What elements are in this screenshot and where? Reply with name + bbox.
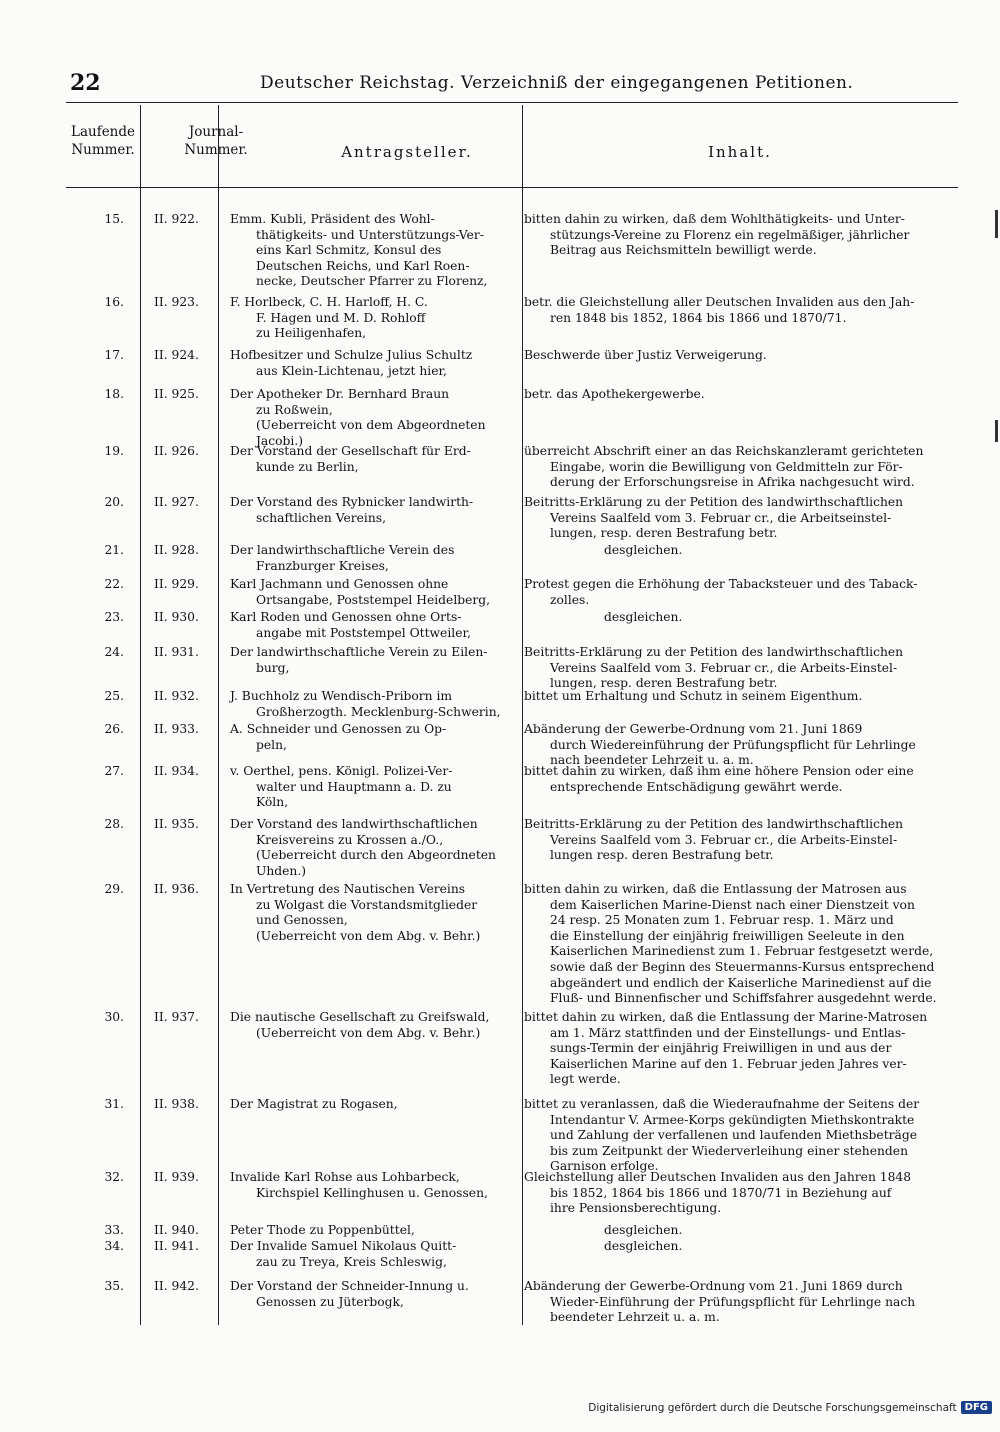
row-journal-number: II. 938. bbox=[154, 1097, 199, 1111]
inhalt-line: Garnison erfolge. bbox=[550, 1159, 659, 1174]
column-divider bbox=[522, 105, 523, 1325]
inhalt-line: desgleichen. bbox=[604, 1223, 683, 1237]
antragsteller-line: (Ueberreicht von dem Abg. v. Behr.) bbox=[256, 928, 481, 943]
antragsteller-line: Invalide Karl Rohse aus Lohbarbeck, bbox=[230, 1170, 460, 1184]
antragsteller-line: Uhden.) bbox=[256, 863, 307, 878]
inhalt-line: Abänderung der Gewerbe-Ordnung vom 21. Juni 1869 bbox=[524, 722, 863, 736]
scan-edge-mark bbox=[995, 420, 998, 442]
inhalt-line: durch Wiedereinführung der Prüfungspflicht für Lehrlinge bbox=[550, 737, 916, 752]
row-lfd-number: 18. bbox=[104, 387, 124, 401]
inhalt-line: bittet um Erhaltung und Schutz in seinem Eigenthum. bbox=[524, 689, 863, 703]
page-footer bbox=[588, 1401, 992, 1414]
column-header-lfd-line2: Nummer. bbox=[71, 142, 135, 158]
inhalt-line: bittet zu veranlassen, daß die Wiederaufnahme der Seitens der bbox=[524, 1097, 920, 1111]
antragsteller-line: Großherzogth. Mecklenburg-Schwerin, bbox=[256, 704, 501, 719]
inhalt-line: bitten dahin zu wirken, daß dem Wohlthätigkeits- und Unter- bbox=[524, 212, 905, 226]
footer-text: Digitalisierung gefördert durch die Deutsche Forschungsgemeinschaft bbox=[588, 1401, 957, 1414]
row-journal-number: II. 933. bbox=[154, 722, 199, 736]
row-antragsteller bbox=[230, 1170, 514, 1201]
inhalt-line: bis zum Zeitpunkt der Wiederverleihung einer stehenden bbox=[550, 1143, 908, 1158]
inhalt-line: am 1. März stattfinden und der Einstellungs- und Entlas- bbox=[550, 1025, 906, 1040]
antragsteller-line: Karl Jachmann und Genossen ohne bbox=[230, 577, 449, 591]
row-lfd-number: 32. bbox=[104, 1170, 124, 1184]
row-inhalt bbox=[524, 1010, 954, 1088]
antragsteller-line: In Vertretung des Nautischen Vereins bbox=[230, 882, 466, 896]
row-journal-number: II. 926. bbox=[154, 444, 199, 458]
antragsteller-line: (Ueberreicht von dem Abgeordneten bbox=[256, 418, 486, 433]
inhalt-line: Beitritts-Erklärung zu der Petition des landwirthschaftlichen bbox=[524, 495, 904, 509]
row-antragsteller bbox=[230, 348, 514, 379]
antragsteller-line: A. Schneider und Genossen zu Op- bbox=[230, 722, 447, 736]
antragsteller-line: Der Vorstand des Rybnicker landwirth- bbox=[230, 495, 474, 509]
row-journal-number: II. 931. bbox=[154, 645, 199, 659]
row-journal-number: II. 942. bbox=[154, 1279, 199, 1293]
row-antragsteller bbox=[230, 387, 514, 449]
inhalt-line: nach beendeter Lehrzeit u. a. m. bbox=[550, 753, 754, 768]
inhalt-line: Beitritts-Erklärung zu der Petition des landwirthschaftlichen bbox=[524, 817, 904, 831]
row-lfd-number: 23. bbox=[104, 610, 124, 624]
row-journal-number: II. 941. bbox=[154, 1239, 199, 1253]
inhalt-line: Wieder-Einführung der Prüfungspflicht für Lehrlinge nach bbox=[550, 1294, 916, 1309]
row-inhalt bbox=[524, 577, 954, 608]
antragsteller-line: Der Invalide Samuel Nikolaus Quitt- bbox=[230, 1239, 457, 1253]
row-antragsteller bbox=[230, 1097, 514, 1113]
row-journal-number: II. 923. bbox=[154, 295, 199, 309]
row-inhalt bbox=[524, 610, 954, 626]
inhalt-line: legt werde. bbox=[550, 1072, 621, 1087]
row-journal-number: II. 924. bbox=[154, 348, 199, 362]
row-journal-number: II. 935. bbox=[154, 817, 199, 831]
row-inhalt bbox=[524, 1223, 954, 1239]
row-inhalt bbox=[524, 645, 954, 692]
antragsteller-line: Ortsangabe, Poststempel Heidelberg, bbox=[256, 592, 491, 607]
row-antragsteller bbox=[230, 1010, 514, 1041]
row-journal-number: II. 925. bbox=[154, 387, 199, 401]
row-lfd-number: 17. bbox=[104, 348, 124, 362]
antragsteller-line: Der Vorstand der Schneider-Innung u. bbox=[230, 1279, 469, 1293]
antragsteller-line: Die nautische Gesellschaft zu Greifswald, bbox=[230, 1010, 490, 1024]
header-rule bbox=[66, 102, 958, 103]
inhalt-line: desgleichen. bbox=[604, 610, 683, 624]
antragsteller-line: Franzburger Kreises, bbox=[256, 558, 389, 573]
row-lfd-number: 16. bbox=[104, 295, 124, 309]
row-antragsteller bbox=[230, 543, 514, 574]
row-lfd-number: 34. bbox=[104, 1239, 124, 1253]
row-antragsteller bbox=[230, 212, 514, 290]
antragsteller-line: thätigkeits- und Unterstützungs-Ver- bbox=[256, 227, 484, 242]
row-inhalt bbox=[524, 444, 954, 491]
antragsteller-line: aus Klein-Lichtenau, jetzt hier, bbox=[256, 363, 447, 378]
row-inhalt bbox=[524, 1170, 954, 1217]
column-divider bbox=[140, 105, 141, 1325]
column-header-journal bbox=[140, 105, 292, 188]
row-antragsteller bbox=[230, 1239, 514, 1270]
row-inhalt bbox=[524, 1097, 954, 1175]
antragsteller-line: Kirchspiel Kellinghusen u. Genossen, bbox=[256, 1185, 488, 1200]
inhalt-line: Fluß- und Binnenfischer und Schiffsfahrer ausgedehnt werde. bbox=[550, 991, 937, 1006]
antragsteller-line: walter und Hauptmann a. D. zu bbox=[256, 779, 452, 794]
inhalt-line: zolles. bbox=[550, 592, 590, 607]
row-lfd-number: 15. bbox=[104, 212, 124, 226]
row-antragsteller bbox=[230, 577, 514, 608]
row-journal-number: II. 932. bbox=[154, 689, 199, 703]
row-lfd-number: 29. bbox=[104, 882, 124, 896]
antragsteller-line: Genossen zu Jüterbogk, bbox=[256, 1294, 404, 1309]
antragsteller-line: zu Heiligenhafen, bbox=[256, 326, 367, 341]
inhalt-line: Kaiserlichen Marinedienst zum 1. Februar festgesetzt werde, bbox=[550, 944, 934, 959]
antragsteller-line: Emm. Kubli, Präsident des Wohl- bbox=[230, 212, 435, 226]
inhalt-line: Gleichstellung aller Deutschen Invaliden aus den Jahren 1848 bbox=[524, 1170, 912, 1184]
row-journal-number: II. 922. bbox=[154, 212, 199, 226]
inhalt-line: ren 1848 bis 1852, 1864 bis 1866 und 1870/71. bbox=[550, 310, 847, 325]
row-inhalt bbox=[524, 689, 954, 705]
antragsteller-line: Der Vorstand der Gesellschaft für Erd- bbox=[230, 444, 471, 458]
antragsteller-line: eins Karl Schmitz, Konsul des bbox=[256, 243, 442, 258]
inhalt-line: desgleichen. bbox=[604, 1239, 683, 1253]
row-antragsteller bbox=[230, 1223, 514, 1239]
row-inhalt bbox=[524, 1239, 954, 1255]
antragsteller-line: Köln, bbox=[256, 795, 289, 810]
inhalt-line: Vereins Saalfeld vom 3. Februar cr., die Arbeits-Einstel- bbox=[550, 832, 898, 847]
row-lfd-number: 35. bbox=[104, 1279, 124, 1293]
antragsteller-line: (Ueberreicht durch den Abgeordneten bbox=[256, 848, 496, 863]
inhalt-line: stützungs-Vereine zu Florenz ein regelmäßiger, jährlicher bbox=[550, 227, 910, 242]
inhalt-line: abgeändert und endlich der Kaiserliche Marinedienst auf die bbox=[550, 975, 932, 990]
antragsteller-line: Karl Roden und Genossen ohne Orts- bbox=[230, 610, 462, 624]
row-antragsteller bbox=[230, 689, 514, 720]
column-header-lfd bbox=[66, 105, 140, 188]
inhalt-line: lungen, resp. deren Bestrafung betr. bbox=[550, 526, 778, 541]
row-lfd-number: 19. bbox=[104, 444, 124, 458]
row-lfd-number: 24. bbox=[104, 645, 124, 659]
inhalt-line: beendeter Lehrzeit u. a. m. bbox=[550, 1310, 720, 1325]
column-header-antragsteller-text: Antragsteller. bbox=[341, 143, 473, 161]
column-header-lfd-line1: Laufende bbox=[70, 124, 136, 140]
antragsteller-line: F. Horlbeck, C. H. Harloff, H. C. bbox=[230, 295, 428, 309]
antragsteller-line: kunde zu Berlin, bbox=[256, 459, 359, 474]
column-divider bbox=[218, 105, 219, 1325]
antragsteller-line: schaftlichen Vereins, bbox=[256, 510, 386, 525]
row-lfd-number: 25. bbox=[104, 689, 124, 703]
inhalt-line: Kaiserlichen Marine auf den 1. Februar jeden Jahres ver- bbox=[550, 1056, 907, 1071]
page-header bbox=[70, 70, 955, 102]
column-header-antragsteller bbox=[292, 105, 522, 188]
inhalt-line: und Zahlung der verfallenen und laufenden Miethsbeträge bbox=[550, 1128, 918, 1143]
dfg-logo: DFG bbox=[961, 1401, 992, 1414]
inhalt-line: bitten dahin zu wirken, daß die Entlassung der Matrosen aus bbox=[524, 882, 907, 896]
row-antragsteller bbox=[230, 882, 514, 944]
row-journal-number: II. 927. bbox=[154, 495, 199, 509]
inhalt-line: Beitritts-Erklärung zu der Petition des landwirthschaftlichen bbox=[524, 645, 904, 659]
row-inhalt bbox=[524, 1279, 954, 1326]
row-inhalt bbox=[524, 295, 954, 326]
antragsteller-line: zu Wolgast die Vorstandsmitglieder bbox=[256, 897, 478, 912]
row-journal-number: II. 928. bbox=[154, 543, 199, 557]
row-antragsteller bbox=[230, 495, 514, 526]
row-inhalt bbox=[524, 817, 954, 864]
antragsteller-line: zu Roßwein, bbox=[256, 402, 333, 417]
antragsteller-line: Deutschen Reichs, und Karl Roen- bbox=[256, 258, 470, 273]
row-antragsteller bbox=[230, 610, 514, 641]
inhalt-line: desgleichen. bbox=[604, 543, 683, 557]
column-header-journal-line2: Nummer. bbox=[184, 142, 248, 158]
row-lfd-number: 33. bbox=[104, 1223, 124, 1237]
antragsteller-line: Der Apotheker Dr. Bernhard Braun bbox=[230, 387, 450, 401]
antragsteller-line: v. Oerthel, pens. Königl. Polizei-Ver- bbox=[230, 764, 453, 778]
row-lfd-number: 27. bbox=[104, 764, 124, 778]
row-inhalt bbox=[524, 722, 954, 769]
inhalt-line: Abänderung der Gewerbe-Ordnung vom 21. Juni 1869 durch bbox=[524, 1279, 903, 1293]
row-lfd-number: 28. bbox=[104, 817, 124, 831]
row-antragsteller bbox=[230, 722, 514, 753]
antragsteller-line: Peter Thode zu Poppenbüttel, bbox=[230, 1223, 415, 1237]
inhalt-line: ihre Pensionsberechtigung. bbox=[550, 1201, 722, 1216]
inhalt-line: sowie daß der Beginn des Steuermanns-Kursus entsprechend bbox=[550, 959, 935, 974]
antragsteller-line: J. Buchholz zu Wendisch-Priborn im bbox=[230, 689, 453, 703]
row-journal-number: II. 929. bbox=[154, 577, 199, 591]
running-title: Deutscher Reichstag. Verzeichniß der eingegangenen Petitionen. bbox=[260, 73, 854, 93]
row-journal-number: II. 930. bbox=[154, 610, 199, 624]
column-header-journal-line1: Journal- bbox=[188, 124, 244, 140]
antragsteller-line: Der landwirthschaftliche Verein zu Eilen- bbox=[230, 645, 488, 659]
row-antragsteller bbox=[230, 645, 514, 676]
inhalt-line: Intendantur V. Armee-Korps gekündigten Miethskontrakte bbox=[550, 1112, 915, 1127]
row-journal-number: II. 940. bbox=[154, 1223, 199, 1237]
row-lfd-number: 20. bbox=[104, 495, 124, 509]
antragsteller-line: Der landwirthschaftliche Verein des bbox=[230, 543, 455, 557]
inhalt-line: lungen resp. deren Bestrafung betr. bbox=[550, 848, 774, 863]
inhalt-line: 24 resp. 25 Monaten zum 1. Februar resp. 1. März und bbox=[550, 913, 894, 928]
inhalt-line: entsprechende Entschädigung gewährt werde. bbox=[550, 779, 843, 794]
antragsteller-line: necke, Deutscher Pfarrer zu Florenz, bbox=[256, 274, 488, 289]
antragsteller-line: Der Vorstand des landwirthschaftlichen bbox=[230, 817, 478, 831]
inhalt-line: bis 1852, 1864 bis 1866 und 1870/71 in Beziehung auf bbox=[550, 1185, 892, 1200]
antragsteller-line: peln, bbox=[256, 737, 287, 752]
row-inhalt bbox=[524, 543, 954, 559]
inhalt-line: Beitrag aus Reichsmitteln bewilligt werde. bbox=[550, 243, 817, 258]
inhalt-line: Vereins Saalfeld vom 3. Februar cr., die Arbeits-Einstel- bbox=[550, 660, 898, 675]
inhalt-line: derung der Erforschungsreise in Afrika nachgesucht wird. bbox=[550, 475, 915, 490]
antragsteller-line: Kreisvereins zu Krossen a./O., bbox=[256, 832, 444, 847]
inhalt-line: dem Kaiserlichen Marine-Dienst nach einer Dienstzeit von bbox=[550, 897, 915, 912]
row-antragsteller bbox=[230, 817, 514, 879]
column-header-inhalt bbox=[522, 105, 958, 188]
column-header-inhalt-text: Inhalt. bbox=[708, 143, 772, 161]
row-antragsteller bbox=[230, 1279, 514, 1310]
row-inhalt bbox=[524, 348, 954, 364]
row-antragsteller bbox=[230, 444, 514, 475]
page-number: 22 bbox=[70, 70, 101, 96]
row-inhalt bbox=[524, 764, 954, 795]
inhalt-line: Eingabe, worin die Bewilligung von Geldmitteln zur För- bbox=[550, 459, 903, 474]
inhalt-line: lungen, resp. deren Bestrafung betr. bbox=[550, 676, 778, 691]
row-inhalt bbox=[524, 387, 954, 403]
antragsteller-line: zau zu Treya, Kreis Schleswig, bbox=[256, 1254, 447, 1269]
row-lfd-number: 31. bbox=[104, 1097, 124, 1111]
antragsteller-line: F. Hagen und M. D. Rohloff bbox=[256, 310, 426, 325]
row-inhalt bbox=[524, 882, 954, 1007]
antragsteller-line: und Genossen, bbox=[256, 913, 348, 928]
row-inhalt bbox=[524, 495, 954, 542]
antragsteller-line: angabe mit Poststempel Ottweiler, bbox=[256, 625, 471, 640]
antragsteller-line: (Ueberreicht von dem Abg. v. Behr.) bbox=[256, 1025, 481, 1040]
row-lfd-number: 22. bbox=[104, 577, 124, 591]
antragsteller-line: Hofbesitzer und Schulze Julius Schultz bbox=[230, 348, 473, 362]
inhalt-line: sungs-Termin der einjährig Freiwilligen in und aus der bbox=[550, 1041, 892, 1056]
inhalt-line: betr. die Gleichstellung aller Deutschen Invaliden aus den Jah- bbox=[524, 295, 915, 309]
inhalt-line: überreicht Abschrift einer an das Reichskanzleramt gerichteten bbox=[524, 444, 924, 458]
antragsteller-line: burg, bbox=[256, 660, 290, 675]
inhalt-line: bittet dahin zu wirken, daß ihm eine höhere Pension oder eine bbox=[524, 764, 914, 778]
antragsteller-line: Der Magistrat zu Rogasen, bbox=[230, 1097, 398, 1111]
inhalt-line: Protest gegen die Erhöhung der Tabacksteuer und des Taback- bbox=[524, 577, 918, 591]
row-antragsteller bbox=[230, 764, 514, 811]
scan-edge-mark bbox=[995, 210, 998, 238]
row-lfd-number: 21. bbox=[104, 543, 124, 557]
row-journal-number: II. 937. bbox=[154, 1010, 199, 1024]
row-journal-number: II. 934. bbox=[154, 764, 199, 778]
inhalt-line: betr. das Apothekergewerbe. bbox=[524, 387, 705, 401]
row-antragsteller bbox=[230, 295, 514, 342]
antragsteller-line: Jacobi.) bbox=[256, 433, 304, 448]
inhalt-line: bittet dahin zu wirken, daß die Entlassung der Marine-Matrosen bbox=[524, 1010, 928, 1024]
row-journal-number: II. 936. bbox=[154, 882, 199, 896]
inhalt-line: die Einstellung der einjährig freiwilligen Seeleute in den bbox=[550, 928, 905, 943]
inhalt-line: Beschwerde über Justiz Verweigerung. bbox=[524, 348, 767, 362]
row-lfd-number: 26. bbox=[104, 722, 124, 736]
inhalt-line: Vereins Saalfeld vom 3. Februar cr., die Arbeitseinstel- bbox=[550, 510, 892, 525]
row-inhalt bbox=[524, 212, 954, 259]
row-lfd-number: 30. bbox=[104, 1010, 124, 1024]
row-journal-number: II. 939. bbox=[154, 1170, 199, 1184]
